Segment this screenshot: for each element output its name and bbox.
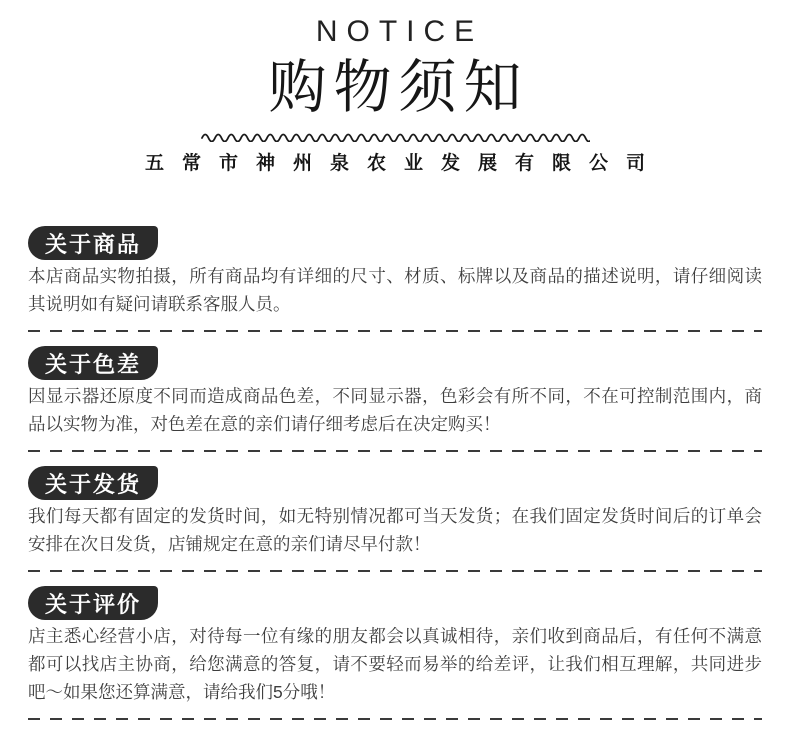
section-badge xyxy=(28,226,158,260)
dashed-divider xyxy=(28,718,762,720)
section-text: 因显示器还原度不同而造成商品色差，不同显示器，色彩会有所不同，不在可控制范围内，商品以实物为准，对色差在意的亲们请仔细考虑后在决定购买！ xyxy=(28,386,762,434)
notice-section-color xyxy=(28,346,762,452)
section-badge-label: 关于评价 xyxy=(45,591,142,617)
section-text: 本店商品实物拍摄，所有商品均有详细的尺寸、材质、标牌以及商品的描述说明，请仔细阅读其说明如有疑问请联系客服人员。 xyxy=(28,266,762,314)
wave-squiggle-icon xyxy=(200,130,590,142)
section-badge xyxy=(28,466,158,500)
notice-section-review xyxy=(28,586,762,720)
notice-sections xyxy=(0,226,790,735)
section-badge xyxy=(28,586,158,620)
dashed-divider xyxy=(28,450,762,452)
notice-section-shipping xyxy=(28,466,762,572)
company-name: 五常市神州泉农业发展有限公司 xyxy=(144,153,663,174)
dashed-divider xyxy=(28,570,762,572)
dashed-divider xyxy=(28,330,762,332)
wavy-divider-path xyxy=(202,135,590,142)
notice-section-product xyxy=(28,226,762,332)
section-badge-label: 关于色差 xyxy=(45,351,142,377)
section-text: 我们每天都有固定的发货时间，如无特别情况都可当天发货；在我们固定发货时间后的订单会安排在次日发货，店铺规定在意的亲们请尽早付款！ xyxy=(28,506,762,554)
section-badge-label: 关于发货 xyxy=(45,471,142,497)
section-badge xyxy=(28,346,158,380)
wavy-divider xyxy=(0,130,790,142)
section-badge-label: 关于商品 xyxy=(45,231,142,257)
notice-eyebrow: NOTICE xyxy=(315,15,484,48)
header xyxy=(0,0,790,176)
section-text: 店主悉心经营小店，对待每一位有缘的朋友都会以真诚相待，亲们收到商品后，有任何不满意都可以找店主协商，给您满意的答复，请不要轻而易举的给差评，让我们相互理解，共同进步吧～如果您还算满意，请给我们5分哦！ xyxy=(28,626,762,702)
page-title: 购物须知 xyxy=(268,55,529,120)
